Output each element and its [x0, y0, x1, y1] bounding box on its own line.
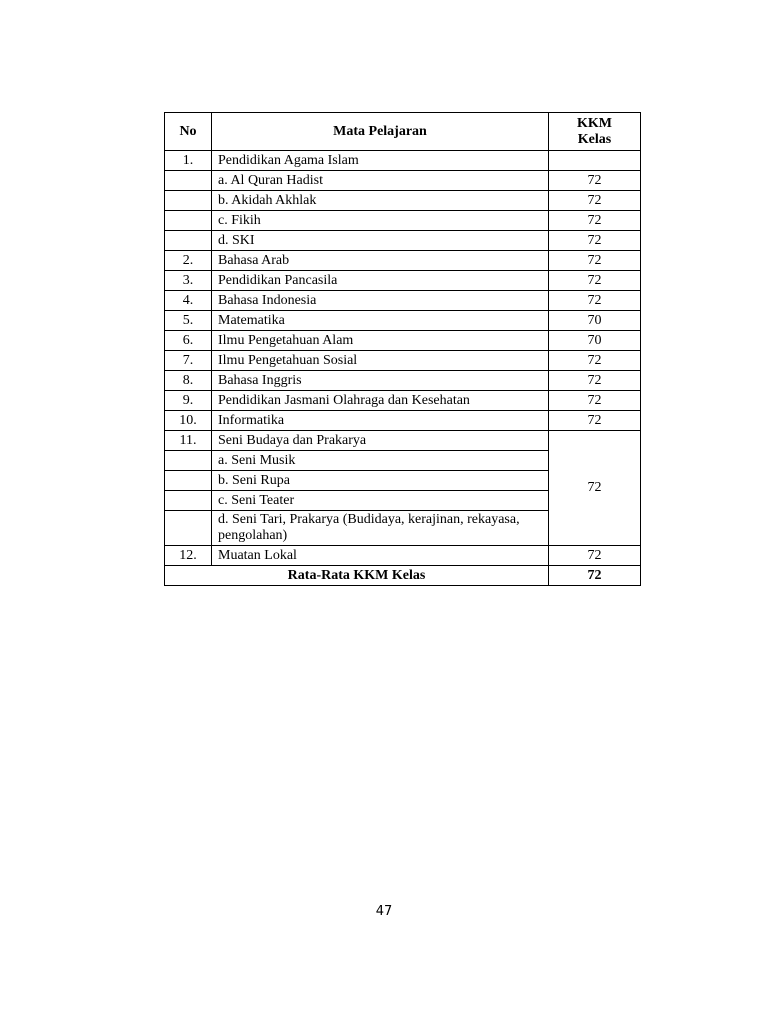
- row-kkm: 72: [549, 191, 641, 211]
- row-subject: Bahasa Indonesia: [212, 291, 549, 311]
- row-kkm: 72: [549, 371, 641, 391]
- row-subject: d. SKI: [212, 231, 549, 251]
- row-number: 10.: [165, 411, 212, 431]
- row-subject: c. Fikih: [212, 211, 549, 231]
- row-subject: b. Seni Rupa: [212, 471, 549, 491]
- row-kkm: 72: [549, 411, 641, 431]
- table-row: [165, 251, 641, 271]
- header-subject: Mata Pelajaran: [212, 113, 549, 151]
- row-subject: Ilmu Pengetahuan Sosial: [212, 351, 549, 371]
- row-subject: Muatan Lokal: [212, 546, 549, 566]
- row-kkm: 72: [549, 351, 641, 371]
- row-number: 4.: [165, 291, 212, 311]
- row-number: 5.: [165, 311, 212, 331]
- table-row: [165, 391, 641, 411]
- table-row: [165, 351, 641, 371]
- table-header-row: [165, 113, 641, 151]
- row-subject: Matematika: [212, 311, 549, 331]
- row-number: [165, 491, 212, 511]
- table-row: [165, 151, 641, 171]
- footer-row: [165, 566, 641, 586]
- row-number: 1.: [165, 151, 212, 171]
- row-kkm: 72: [549, 171, 641, 191]
- row-subject: Pendidikan Jasmani Olahraga dan Kesehatan: [212, 391, 549, 411]
- row-subject: d. Seni Tari, Prakarya (Budidaya, kerajinan, rekayasa, pengolahan): [212, 511, 549, 546]
- row-subject: Ilmu Pengetahuan Alam: [212, 331, 549, 351]
- table-row: [165, 291, 641, 311]
- row-kkm: 72: [549, 271, 641, 291]
- table-body: [165, 151, 641, 586]
- row-number: 6.: [165, 331, 212, 351]
- row-subject: Seni Budaya dan Prakarya: [212, 431, 549, 451]
- row-kkm: [549, 151, 641, 171]
- row-number: 11.: [165, 431, 212, 451]
- row-subject: a. Seni Musik: [212, 451, 549, 471]
- footer-value: 72: [549, 566, 641, 586]
- row-number: [165, 171, 212, 191]
- row-subject: Bahasa Arab: [212, 251, 549, 271]
- header-kkm: [549, 113, 641, 151]
- row-number: [165, 511, 212, 546]
- footer-label: Rata-Rata KKM Kelas: [165, 566, 549, 586]
- row-number: [165, 191, 212, 211]
- row-kkm: 72: [549, 231, 641, 251]
- table-row: [165, 431, 641, 451]
- table-row: [165, 311, 641, 331]
- row-kkm: 72: [549, 391, 641, 411]
- header-kkm-line1: KKM: [577, 115, 612, 131]
- row-kkm: 72: [549, 546, 641, 566]
- table-row: [165, 191, 641, 211]
- row-number: 12.: [165, 546, 212, 566]
- row-kkm: 70: [549, 311, 641, 331]
- header-kkm-line2: Kelas: [577, 131, 612, 147]
- table-row: [165, 546, 641, 566]
- row-subject: Bahasa Inggris: [212, 371, 549, 391]
- table-row: [165, 411, 641, 431]
- kkm-table: [164, 112, 641, 586]
- row-number: 8.: [165, 371, 212, 391]
- row-number: [165, 211, 212, 231]
- table-row: [165, 331, 641, 351]
- row-number: [165, 451, 212, 471]
- row-subject: Informatika: [212, 411, 549, 431]
- row-subject: c. Seni Teater: [212, 491, 549, 511]
- row-subject: b. Akidah Akhlak: [212, 191, 549, 211]
- row-kkm-merged: 72: [549, 431, 641, 546]
- row-kkm: 70: [549, 331, 641, 351]
- row-kkm: 72: [549, 251, 641, 271]
- row-number: 9.: [165, 391, 212, 411]
- table-row: [165, 231, 641, 251]
- row-subject: Pendidikan Agama Islam: [212, 151, 549, 171]
- table-row: [165, 271, 641, 291]
- row-number: 2.: [165, 251, 212, 271]
- row-number: [165, 231, 212, 251]
- row-kkm: 72: [549, 291, 641, 311]
- row-subject: a. Al Quran Hadist: [212, 171, 549, 191]
- table-row: [165, 211, 641, 231]
- row-number: 3.: [165, 271, 212, 291]
- row-number: [165, 471, 212, 491]
- row-kkm: 72: [549, 211, 641, 231]
- row-number: 7.: [165, 351, 212, 371]
- table-row: [165, 371, 641, 391]
- row-subject: Pendidikan Pancasila: [212, 271, 549, 291]
- table-row: [165, 171, 641, 191]
- page-number: 47: [375, 904, 393, 919]
- header-no: No: [165, 113, 212, 151]
